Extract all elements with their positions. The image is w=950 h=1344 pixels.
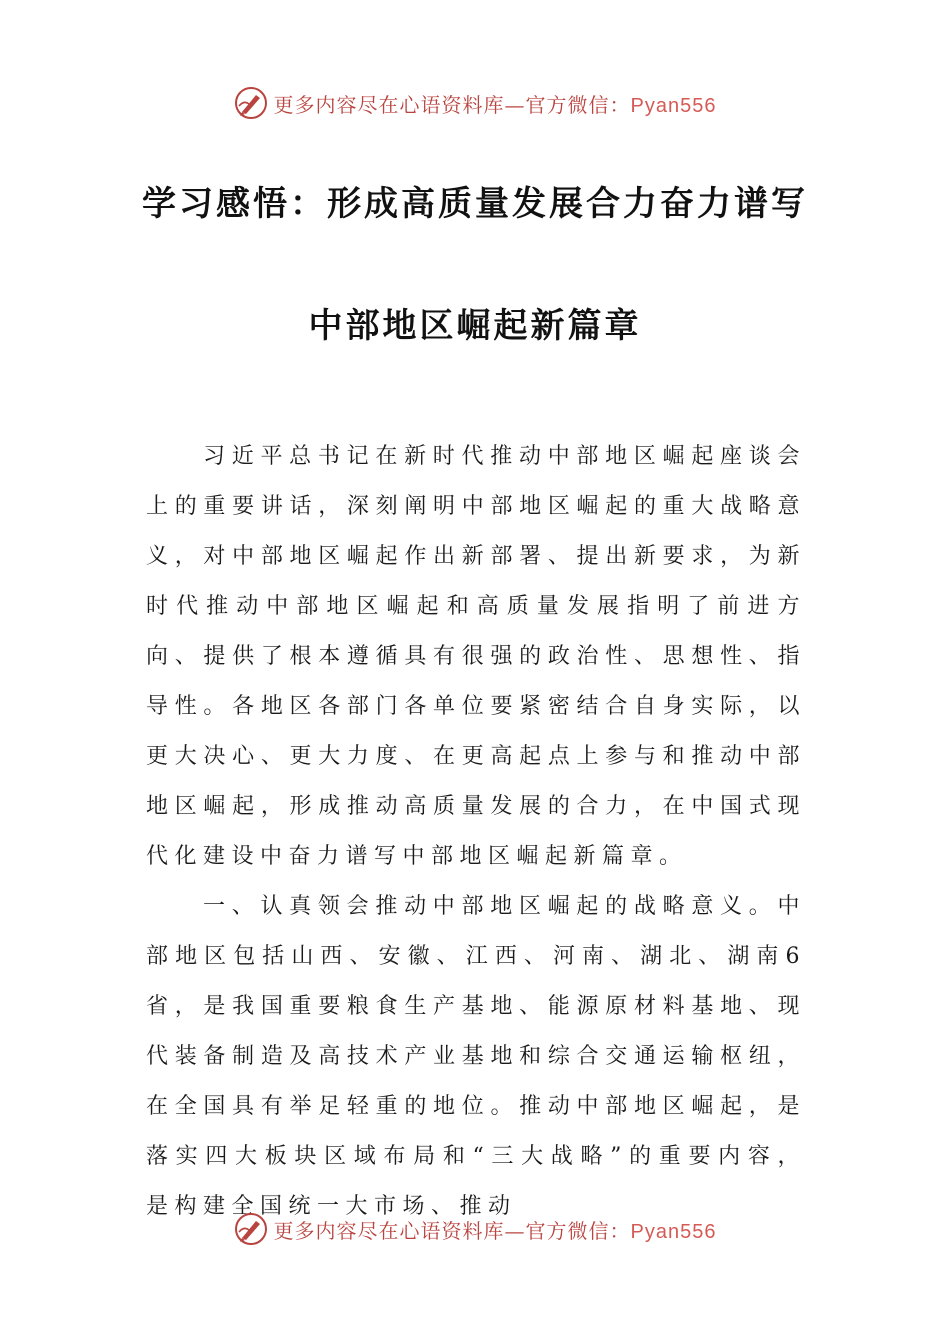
- banner-wechat-id: Pyan556: [630, 1220, 717, 1243]
- pen-logo-icon: [234, 1212, 268, 1246]
- banner-wechat-id: Pyan556: [630, 94, 717, 117]
- paragraph-2: 一、认真领会推动中部地区崛起的战略意义。中部地区包括山西、安徽、江西、河南、湖北、湖南6省，是我国重要粮食生产基地、能源原材料基地、现代装备制造及高技术产业基地和综合交通运输枢纽，在全国具有举足轻重的地位。推动中部地区崛起，是落实四大板块区域布局和“三大战略”的重要内容，是构建全国统一大市场、推动: [146, 894, 806, 1219]
- document-body: [146, 432, 806, 1232]
- banner-text: [274, 89, 717, 118]
- document-title-line-1: 学习感悟：形成高质量发展合力奋力谱写: [142, 184, 808, 224]
- banner-label: 更多内容尽在心语资料库—官方微信：: [273, 1218, 631, 1243]
- header-banner: [0, 86, 950, 120]
- footer-banner: [0, 1212, 950, 1246]
- document-title-line-2: 中部地区崛起新篇章: [308, 306, 642, 346]
- banner-label: 更多内容尽在心语资料库—官方微信：: [273, 92, 631, 117]
- banner-text: [274, 1215, 717, 1244]
- paragraph-1: 习近平总书记在新时代推动中部地区崛起座谈会上的重要讲话，深刻阐明中部地区崛起的重大战略意义，对中部地区崛起作出新部署、提出新要求，为新时代推动中部地区崛起和高质量发展指明了前进方向、提供了根本遵循具有很强的政治性、思想性、指导性。各地区各部门各单位要紧密结合自身实际，以更大决心、更大力度、在更高起点上参与和推动中部地区崛起，形成推动高质量发展的合力，在中国式现代化建设中奋力谱写中部地区崛起新篇章。: [146, 444, 806, 869]
- pen-logo-icon: [234, 86, 268, 120]
